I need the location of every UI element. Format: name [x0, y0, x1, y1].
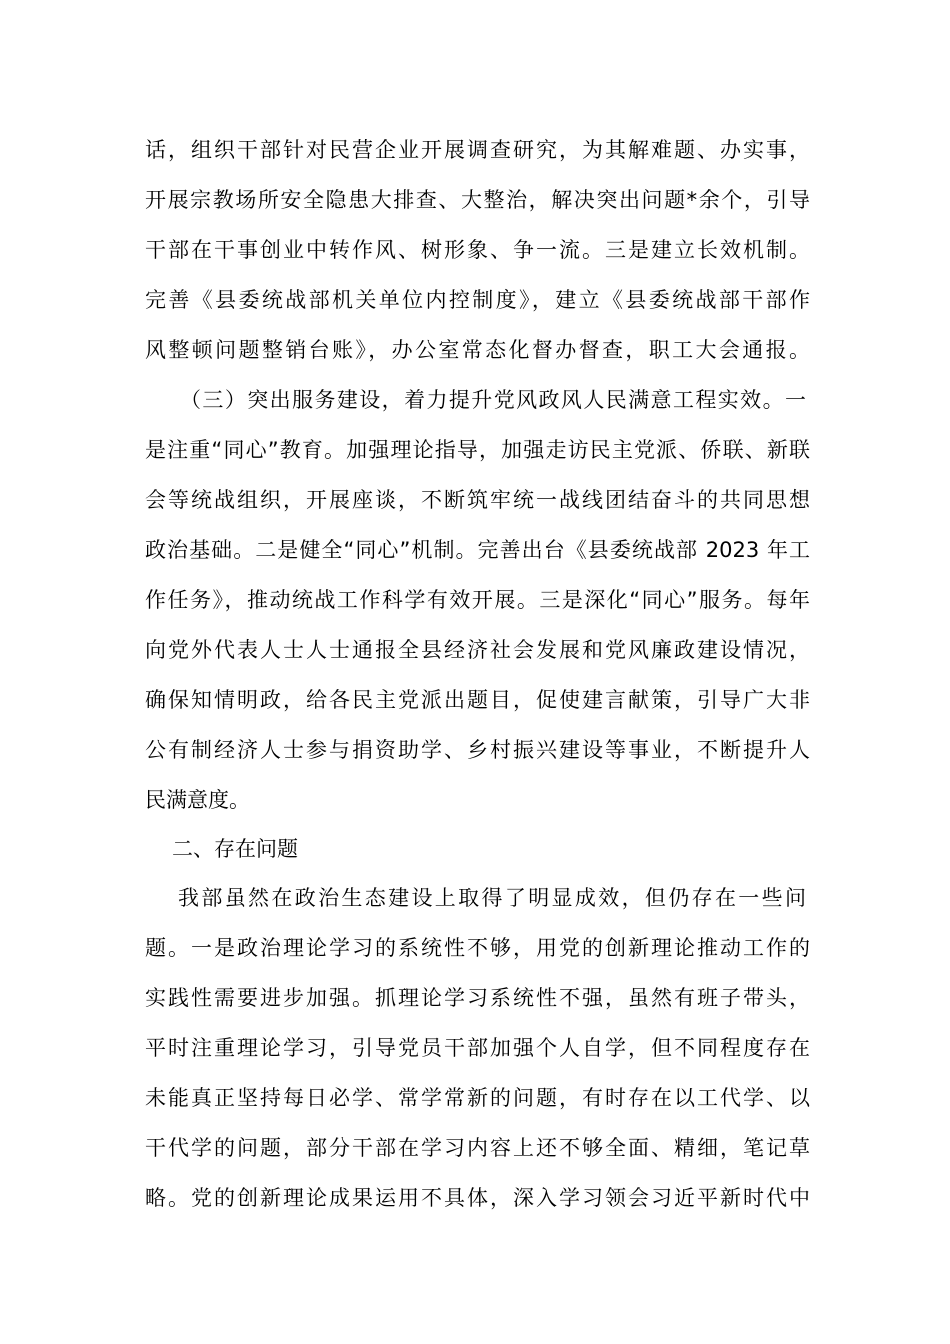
paragraph-line: 会等统战组织，开展座谈，不断筑牢统一战线团结奋斗的共同思想	[145, 488, 810, 512]
paragraph-line: 向党外代表人士人士通报全县经济社会发展和党风廉政建设情况，	[145, 638, 810, 662]
paragraph-line: 完善《县委统战部机关单位内控制度》，建立《县委统战部干部作	[145, 288, 810, 312]
section-heading: 二、存在问题	[172, 837, 298, 861]
paragraph-line: 开展宗教场所安全隐患大排查、大整治，解决突出问题*余个，引导	[145, 188, 810, 212]
paragraph-line: 干部在干事创业中转作风、树形象、争一流。三是建立长效机制。	[145, 238, 810, 262]
paragraph-line: 未能真正坚持每日必学、常学常新的问题，有时存在以工代学、以	[145, 1086, 810, 1110]
paragraph-line: 平时注重理论学习，引导党员干部加强个人自学，但不同程度存在	[145, 1036, 810, 1060]
paragraph-line: 政治基础。二是健全“同心”机制。完善出台《县委统战部 2023 年工	[145, 538, 810, 562]
paragraph-line: （三）突出服务建设，着力提升党风政风人民满意工程实效。一	[180, 388, 806, 412]
paragraph-line: 是注重“同心”教育。加强理论指导，加强走访民主党派、侨联、新联	[145, 438, 810, 462]
paragraph-line: 干代学的问题，部分干部在学习内容上还不够全面、精细，笔记草	[145, 1136, 810, 1160]
paragraph-line: 题。一是政治理论学习的系统性不够，用党的创新理论推动工作的	[145, 936, 810, 960]
paragraph-line: 话，组织干部针对民营企业开展调查研究，为其解难题、办实事，	[145, 138, 810, 162]
paragraph-line: 公有制经济人士参与捐资助学、乡村振兴建设等事业，不断提升人	[145, 738, 810, 762]
paragraph-line: 民满意度。	[145, 788, 250, 812]
paragraph-line: 我部虽然在政治生态建设上取得了明显成效，但仍存在一些问	[178, 886, 806, 910]
paragraph-line: 风整顿问题整销台账》，办公室常态化督办督查，职工大会通报。	[145, 338, 810, 362]
paragraph-line: 实践性需要进步加强。抓理论学习系统性不强，虽然有班子带头，	[145, 986, 810, 1010]
paragraph-line: 略。党的创新理论成果运用不具体，深入学习领会习近平新时代中	[145, 1186, 810, 1210]
paragraph-line: 确保知情明政，给各民主党派出题目，促使建言献策，引导广大非	[145, 688, 810, 712]
paragraph-line: 作任务》，推动统战工作科学有效开展。三是深化“同心”服务。每年	[145, 588, 810, 612]
